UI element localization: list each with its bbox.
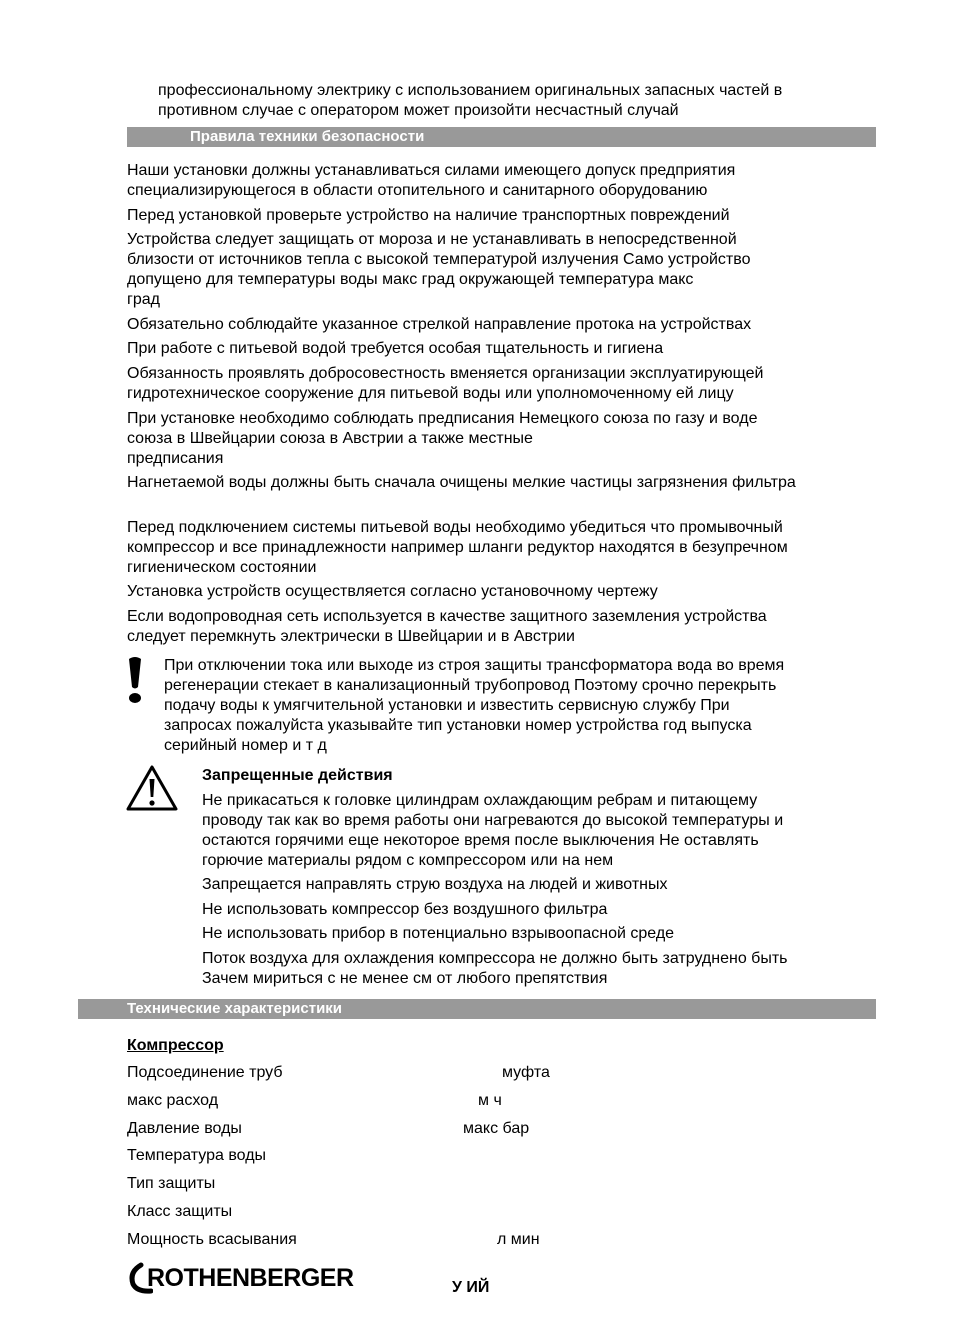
spec-value: муфта (502, 1064, 550, 1081)
spec-value: макс бар (463, 1120, 530, 1137)
intro-paragraph: профессиональному электрику с использованием оригинальных запасных частей в противном случае с оператором может произойти несчастный случай (158, 82, 783, 119)
safety-paragraph: Установка устройств осуществляется согласно установочному чертежу (127, 583, 658, 600)
safety-paragraph: Нагнетаемой воды должны быть сначала очищены мелкие частицы загрязнения фильтра (127, 474, 796, 491)
safety-paragraph: Обязанность проявлять добросовестность вменяется организации эксплуатирующей гидротехническое сооружение для питьевой воды или уполномоченному ей лицу (127, 365, 764, 402)
prohibited-item: Поток воздуха для охлаждения компрессора не должно быть затруднено быть Зачем мириться с не менее см от любого препятствия (202, 950, 788, 987)
spec-label: Мощность всасывания (127, 1231, 297, 1248)
spec-value: м ч (478, 1092, 502, 1109)
spec-row (127, 1091, 827, 1111)
spec-label: Подсоединение труб (127, 1064, 283, 1081)
exclamation-icon (124, 656, 146, 704)
spec-row (127, 1202, 827, 1222)
safety-paragraph: Обязательно соблюдайте указанное стрелкой направление протока на устройствах (127, 316, 752, 333)
safety-paragraph: Перед подключением системы питьевой воды необходимо убедиться что промывочный компрессор и все принадлежности например шланги редуктор находятся в безупречном гигиеническом состоянии (127, 519, 788, 576)
spec-value: л мин (497, 1231, 540, 1248)
safety-paragraph: При работе с питьевой водой требуется особая тщательность и гигиена (127, 340, 664, 357)
logo-wordmark: ROTHENBERGER (147, 1264, 354, 1292)
spec-label: Тип защиты (127, 1175, 216, 1192)
safety-paragraph: При установке необходимо соблюдать предписания Немецкого союза по газу и воде союза в Швейцарии союза в Австрии а также местные предписания (127, 410, 758, 467)
section-title-tech: Технические характеристики (127, 1000, 343, 1017)
spec-row (127, 1119, 827, 1139)
prohibited-item: Не использовать прибор в потенциально взрывоопасной среде (202, 925, 675, 942)
prohibited-item: Не прикасаться к головке цилиндрам охлаждающим ребрам и питающему проводу так как во время работы они нагреваются до высокой температуры и остаются горячими еще некоторое время после выключения Не оставлять горючие материалы рядом с компрессором или на нем (202, 792, 784, 869)
compressor-heading: Компрессор (127, 1037, 224, 1054)
spec-row (127, 1063, 827, 1083)
safety-paragraph: Если водопроводная сеть используется в качестве защитного заземления устройства следует перемкнуть электрически в Швейцарии и в Австрии (127, 608, 767, 645)
spec-row (127, 1146, 827, 1166)
prohibited-item: Не использовать компрессор без воздушного фильтра (202, 901, 608, 918)
section-header-safety (127, 127, 876, 147)
spec-label: Давление воды (127, 1120, 242, 1137)
footer-label: У ИЙ (452, 1279, 490, 1296)
spec-label: Класс защиты (127, 1203, 233, 1220)
rothenberger-logo (127, 1262, 359, 1294)
safety-paragraph: Наши установки должны устанавливаться силами имеющего допуск предприятия специализирующегося в области отопительного и санитарного оборудованию (127, 162, 736, 199)
safety-paragraph: Устройства следует защищать от мороза и не устанавливать в непосредственной близости от источников тепла с высокой температурой излучения Само устройство допущено для температуры воды макс град окружающей температура макс град (127, 231, 751, 308)
section-header-tech (78, 999, 876, 1019)
warning-triangle-icon (125, 764, 179, 812)
notice-text: При отключении тока или выходе из строя защиты трансформатора вода во время регенерации стекает в канализационный трубопровод Поэтому срочно перекрыть подачу воды к умягчительной установки и известить сервисную службу При запросах пожалуйста указывайте тип установки номер устройства год выпуска серийный номер и т д (164, 657, 785, 754)
spec-row (127, 1174, 827, 1194)
section-title-safety: Правила техники безопасности (190, 128, 425, 145)
prohibited-title: Запрещенные действия (202, 767, 393, 784)
prohibited-item: Запрещается направлять струю воздуха на людей и животных (202, 876, 668, 893)
spec-label: Температура воды (127, 1147, 267, 1164)
safety-paragraph: Перед установкой проверьте устройство на наличие транспортных повреждений (127, 207, 730, 224)
spec-row (127, 1230, 827, 1250)
spec-label: макс расход (127, 1092, 219, 1109)
